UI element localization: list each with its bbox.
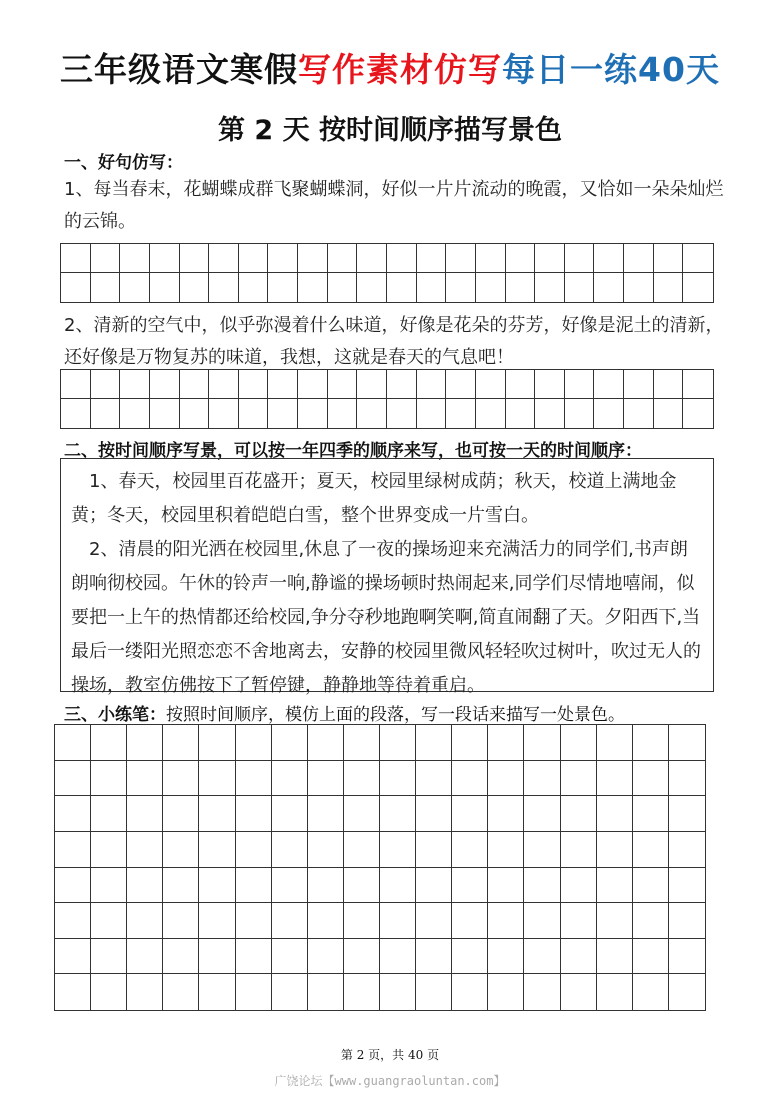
day-subtitle: 第 2 天 按时间顺序描写景色 [218,115,562,146]
grid-cell[interactable] [452,832,488,868]
grid-cell[interactable] [150,244,180,273]
title-part-blue: 每日一练40天 [502,50,720,89]
grid-cell[interactable] [298,273,328,302]
grid-cell[interactable] [91,725,127,761]
grid-cell[interactable] [180,370,210,399]
grid-cell[interactable] [163,903,199,939]
grid-cell[interactable] [61,244,91,273]
grid-cell[interactable] [654,244,684,273]
section2-heading: 二、按时间顺序写景，可以按一年四季的顺序来写，也可按一天的时间顺序： [64,441,642,461]
grid-cell[interactable] [380,868,416,904]
grid-cell[interactable] [597,939,633,975]
grid-cell[interactable] [236,974,272,1010]
grid-cell[interactable] [91,370,121,399]
grid-cell[interactable] [669,832,705,868]
page-title [0,44,780,91]
grid-cell[interactable] [683,399,713,428]
grid-cell[interactable] [127,725,163,761]
grid-cell[interactable] [417,370,447,399]
grid-cell[interactable] [272,868,308,904]
sentence-1: 1、每当春末，花蝴蝶成群飞聚蝴蝶洞，好似一片片流动的晚霞，又恰如一朵朵灿烂的云锦。 [64,179,724,232]
grid-cell[interactable] [328,370,358,399]
grid-cell[interactable] [561,903,597,939]
grid-cell[interactable] [416,761,452,797]
grid-cell[interactable] [209,370,239,399]
grid-cell[interactable] [452,974,488,1010]
grid-cell[interactable] [524,761,560,797]
grid-cell[interactable] [55,903,91,939]
grid-cell[interactable] [55,939,91,975]
grid-cell[interactable] [150,399,180,428]
grid-cell[interactable] [127,761,163,797]
grid-cell[interactable] [55,761,91,797]
grid-cell[interactable] [594,399,624,428]
grid-cell[interactable] [416,725,452,761]
grid-cell[interactable] [209,273,239,302]
grid-cell[interactable] [308,974,344,1010]
grid-cell[interactable] [180,244,210,273]
grid-cell[interactable] [565,244,595,273]
grid-cell[interactable] [308,903,344,939]
grid-cell[interactable] [417,399,447,428]
grid-cell[interactable] [633,796,669,832]
grid-cell[interactable] [416,939,452,975]
grid-cell[interactable] [180,399,210,428]
grid-cell[interactable] [328,399,358,428]
grid-cell[interactable] [380,832,416,868]
grid-cell[interactable] [308,725,344,761]
grid-cell[interactable] [380,974,416,1010]
grid-cell[interactable] [488,725,524,761]
grid-cell[interactable] [127,832,163,868]
grid-cell[interactable] [268,370,298,399]
grid-cell[interactable] [416,868,452,904]
grid-cell[interactable] [524,725,560,761]
grid-cell[interactable] [328,273,358,302]
grid-cell[interactable] [417,244,447,273]
grid-cell[interactable] [127,974,163,1010]
section1-heading: 一、好句仿写： [64,153,183,173]
grid-cell[interactable] [180,273,210,302]
grid-cell[interactable] [561,939,597,975]
grid-cell[interactable] [298,370,328,399]
grid-cell[interactable] [524,832,560,868]
grid-cell[interactable] [61,370,91,399]
grid-cell[interactable] [298,244,328,273]
grid-cell[interactable] [452,796,488,832]
grid-cell[interactable] [683,273,713,302]
grid-cell[interactable] [535,244,565,273]
grid-cell[interactable] [272,796,308,832]
grid-cell[interactable] [236,832,272,868]
writing-grid-3[interactable] [54,724,706,1011]
grid-cell[interactable] [55,974,91,1010]
grid-cell[interactable] [55,868,91,904]
section3-instruction: 按照时间顺序，模仿上面的段落，写一段话来描写一处景色。 [166,705,625,725]
grid-cell[interactable] [452,725,488,761]
grid-cell[interactable] [120,399,150,428]
grid-cell[interactable] [561,832,597,868]
grid-cell[interactable] [357,399,387,428]
grid-cell[interactable] [55,796,91,832]
grid-cell[interactable] [597,796,633,832]
grid-cell[interactable] [669,903,705,939]
grid-cell[interactable] [236,761,272,797]
grid-cell[interactable] [298,399,328,428]
grid-cell[interactable] [91,273,121,302]
grid-cell[interactable] [446,244,476,273]
grid-cell[interactable] [344,761,380,797]
grid-cell[interactable] [654,273,684,302]
grid-cell[interactable] [308,832,344,868]
grid-cell[interactable] [624,370,654,399]
grid-cell[interactable] [654,399,684,428]
grid-cell[interactable] [524,974,560,1010]
grid-cell[interactable] [633,903,669,939]
grid-cell[interactable] [163,974,199,1010]
grid-cell[interactable] [488,761,524,797]
grid-cell[interactable] [91,974,127,1010]
section3-heading [64,700,625,725]
grid-cell[interactable] [55,832,91,868]
grid-cell[interactable] [624,273,654,302]
grid-cell[interactable] [236,725,272,761]
grid-cell[interactable] [308,939,344,975]
section3-label: 三、小练笔： [64,705,166,725]
grid-cell[interactable] [524,796,560,832]
example-paragraph-box [60,458,714,696]
grid-cell[interactable] [91,244,121,273]
grid-cell[interactable] [524,903,560,939]
grid-cell[interactable] [308,796,344,832]
page-number: 第 2 页，共 40 页 [340,1048,440,1062]
grid-cell[interactable] [380,903,416,939]
grid-cell[interactable] [91,939,127,975]
grid-cell[interactable] [452,761,488,797]
grid-cell[interactable] [387,399,417,428]
title-part-black: 三年级语文寒假 [60,50,299,89]
grid-cell[interactable] [236,868,272,904]
grid-cell[interactable] [120,273,150,302]
grid-cell[interactable] [669,761,705,797]
grid-cell[interactable] [488,974,524,1010]
grid-cell[interactable] [344,868,380,904]
grid-cell[interactable] [272,974,308,1010]
grid-cell[interactable] [387,244,417,273]
grid-cell[interactable] [199,725,235,761]
grid-cell[interactable] [506,244,536,273]
grid-cell[interactable] [328,244,358,273]
grid-cell[interactable] [199,939,235,975]
grid-cell[interactable] [163,725,199,761]
grid-cell[interactable] [236,939,272,975]
grid-cell[interactable] [524,868,560,904]
grid-cell[interactable] [209,399,239,428]
grid-cell[interactable] [446,399,476,428]
grid-cell[interactable] [127,903,163,939]
grid-cell[interactable] [268,399,298,428]
grid-cell[interactable] [565,399,595,428]
grid-cell[interactable] [272,725,308,761]
grid-cell[interactable] [524,939,560,975]
grid-cell[interactable] [416,974,452,1010]
grid-cell[interactable] [163,939,199,975]
grid-cell[interactable] [55,725,91,761]
grid-cell[interactable] [633,868,669,904]
grid-cell[interactable] [446,370,476,399]
grid-cell[interactable] [633,832,669,868]
grid-cell[interactable] [357,244,387,273]
grid-cell[interactable] [416,832,452,868]
grid-cell[interactable] [344,974,380,1010]
grid-cell[interactable] [417,273,447,302]
grid-cell[interactable] [163,796,199,832]
grid-cell[interactable] [594,244,624,273]
grid-cell[interactable] [561,761,597,797]
grid-cell[interactable] [380,796,416,832]
grid-cell[interactable] [236,796,272,832]
grid-cell[interactable] [565,273,595,302]
grid-cell[interactable] [535,399,565,428]
grid-cell[interactable] [239,370,269,399]
grid-cell[interactable] [150,370,180,399]
grid-cell[interactable] [209,244,239,273]
grid-cell[interactable] [120,370,150,399]
grid-cell[interactable] [633,761,669,797]
grid-cell[interactable] [236,903,272,939]
writing-grid-2[interactable] [60,369,714,429]
grid-cell[interactable] [308,868,344,904]
grid-cell[interactable] [535,273,565,302]
grid-cell[interactable] [633,939,669,975]
grid-cell[interactable] [387,370,417,399]
grid-cell[interactable] [416,903,452,939]
grid-cell[interactable] [561,868,597,904]
grid-cell[interactable] [344,832,380,868]
grid-cell[interactable] [380,725,416,761]
grid-cell[interactable] [633,974,669,1010]
grid-cell[interactable] [669,796,705,832]
grid-cell[interactable] [239,399,269,428]
grid-cell[interactable] [535,370,565,399]
grid-cell[interactable] [163,761,199,797]
grid-cell[interactable] [597,903,633,939]
grid-cell[interactable] [669,974,705,1010]
grid-cell[interactable] [91,832,127,868]
grid-cell[interactable] [594,273,624,302]
grid-cell[interactable] [452,868,488,904]
grid-cell[interactable] [654,370,684,399]
grid-cell[interactable] [239,244,269,273]
grid-cell[interactable] [272,903,308,939]
grid-cell[interactable] [199,903,235,939]
grid-cell[interactable] [452,939,488,975]
grid-cell[interactable] [488,903,524,939]
grid-cell[interactable] [416,796,452,832]
grid-cell[interactable] [91,796,127,832]
example-paragraph-1: 1、春天，校园里百花盛开；夏天，校园里绿树成荫；秋天，校道上满地金黄；冬天，校园里积着皑皑白雪，整个世界变成一片雪白。 [71,471,677,526]
title-part-red: 写作素材仿写 [298,50,503,89]
grid-cell[interactable] [91,399,121,428]
grid-cell[interactable] [272,939,308,975]
grid-cell[interactable] [624,399,654,428]
grid-cell[interactable] [488,939,524,975]
grid-cell[interactable] [272,832,308,868]
grid-cell[interactable] [239,273,269,302]
grid-cell[interactable] [452,903,488,939]
grid-cell[interactable] [669,939,705,975]
grid-cell[interactable] [597,974,633,1010]
grid-cell[interactable] [597,761,633,797]
grid-cell[interactable] [476,273,506,302]
grid-cell[interactable] [344,725,380,761]
grid-cell[interactable] [380,939,416,975]
watermark: 广饶论坛【www.guangraoluntan.com】 [274,1074,506,1088]
grid-cell[interactable] [506,273,536,302]
grid-cell[interactable] [91,903,127,939]
grid-cell[interactable] [488,868,524,904]
grid-cell[interactable] [476,244,506,273]
grid-cell[interactable] [268,244,298,273]
grid-cell[interactable] [476,370,506,399]
grid-cell[interactable] [308,761,344,797]
grid-cell[interactable] [163,868,199,904]
grid-cell[interactable] [91,868,127,904]
grid-cell[interactable] [669,868,705,904]
sentence-2: 2、清新的空气中，似乎弥漫着什么味道，好像是花朵的芬芳，好像是泥土的清新，还好像是万物复苏的味道，我想，这就是春天的气息吧！ [64,315,724,368]
grid-cell[interactable] [683,370,713,399]
grid-cell[interactable] [199,761,235,797]
grid-cell[interactable] [561,974,597,1010]
grid-cell[interactable] [683,244,713,273]
grid-cell[interactable] [669,725,705,761]
grid-cell[interactable] [476,399,506,428]
grid-cell[interactable] [561,796,597,832]
grid-cell[interactable] [150,273,180,302]
grid-cell[interactable] [199,974,235,1010]
grid-cell[interactable] [488,796,524,832]
grid-cell[interactable] [357,370,387,399]
grid-cell[interactable] [506,370,536,399]
grid-cell[interactable] [597,725,633,761]
grid-cell[interactable] [61,399,91,428]
grid-cell[interactable] [446,273,476,302]
grid-cell[interactable] [127,796,163,832]
grid-cell[interactable] [565,370,595,399]
grid-cell[interactable] [120,244,150,273]
grid-cell[interactable] [488,832,524,868]
grid-cell[interactable] [61,273,91,302]
grid-cell[interactable] [344,939,380,975]
grid-cell[interactable] [597,832,633,868]
grid-cell[interactable] [127,939,163,975]
grid-cell[interactable] [344,796,380,832]
grid-cell[interactable] [357,273,387,302]
grid-cell[interactable] [272,761,308,797]
grid-cell[interactable] [344,903,380,939]
grid-cell[interactable] [199,796,235,832]
grid-cell[interactable] [127,868,163,904]
grid-cell[interactable] [506,399,536,428]
grid-cell[interactable] [387,273,417,302]
grid-cell[interactable] [199,868,235,904]
writing-grid-1[interactable] [60,243,714,303]
grid-cell[interactable] [561,725,597,761]
grid-cell[interactable] [594,370,624,399]
grid-cell[interactable] [633,725,669,761]
grid-cell[interactable] [199,832,235,868]
grid-cell[interactable] [163,832,199,868]
grid-cell[interactable] [624,244,654,273]
grid-cell[interactable] [268,273,298,302]
grid-cell[interactable] [380,761,416,797]
grid-cell[interactable] [91,761,127,797]
grid-cell[interactable] [597,868,633,904]
example-paragraph-2: 2、清晨的阳光洒在校园里,休息了一夜的操场迎来充满活力的同学们,书声朗朗响彻校园。午休的铃声一响,静谧的操场顿时热闹起来,同学们尽情地嘻闹，似要把一上午的热情都还给校园,争分夺秒地跑啊笑啊,简直闹翻了天。夕阳西下,当最后一缕阳光照恋恋不舍地离去，安静的校园里微风轻轻吹过树叶，吹过无人的操场，教室仿佛按下了暂停键，静静地等待着重启。 [71,539,701,696]
